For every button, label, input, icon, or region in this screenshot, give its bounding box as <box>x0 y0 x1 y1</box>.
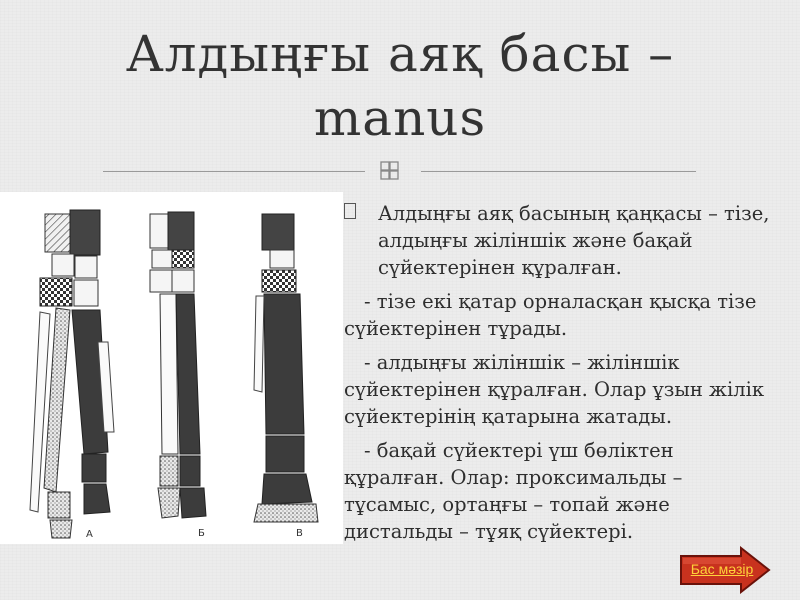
slide-title <box>40 22 760 150</box>
paragraph-3-text: - алдыңғы жіліншік – жіліншік сүйектерінен құралған. Олар ұзын жілік сүйектерінің қатарына жатады. <box>344 351 765 428</box>
paragraph-1 <box>344 200 780 281</box>
panel-c-label: В <box>296 528 303 539</box>
paragraph-3 <box>344 349 780 430</box>
slide-title-line-1: Алдыңғы аяқ басы – <box>125 25 675 83</box>
panel-a-drawing <box>30 210 114 540</box>
paragraph-2 <box>344 288 780 342</box>
title-divider-right <box>421 171 696 172</box>
panel-b-drawing <box>150 212 206 539</box>
main-menu-button-label[interactable]: Бас мәзір <box>690 561 754 577</box>
panel-c-drawing <box>254 214 318 539</box>
panel-a-label: А <box>86 529 93 540</box>
paragraph-4-text: - бақай сүйектері үш бөліктен құралған. Олар: проксимальды – тұсамыс, ортаңғы – топай және дистальды – тұяқ сүйектері. <box>344 439 683 543</box>
divider-ornament-icon <box>374 156 404 186</box>
forelimb-skeleton-illustration <box>0 192 343 544</box>
title-divider-left <box>103 171 365 172</box>
slide-body <box>344 200 780 552</box>
paragraph-4 <box>344 437 780 545</box>
anatomy-figure <box>0 192 343 544</box>
paragraph-1-text: Алдыңғы аяқ басының қаңқасы – тізе, алдыңғы жіліншік және бақай сүйектерінен құралған. <box>378 202 770 279</box>
panel-b-label: Б <box>198 528 205 539</box>
bullet-icon <box>344 203 356 219</box>
paragraph-2-text: - тізе екі қатар орналасқан қысқа тізе сүйектерінен тұрады. <box>344 290 757 340</box>
slide-title-line-2: manus <box>313 89 487 147</box>
main-menu-button[interactable] <box>679 546 771 594</box>
